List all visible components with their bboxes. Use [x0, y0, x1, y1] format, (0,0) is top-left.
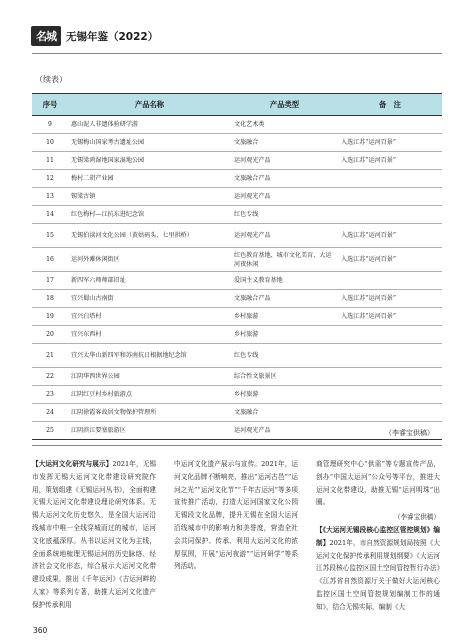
table-row	[32, 206, 442, 224]
table-header-row	[32, 94, 442, 116]
table-row	[32, 170, 442, 188]
col-header-type: 产品类型	[231, 94, 338, 116]
cell-note	[338, 326, 442, 344]
continued-label: （续表）	[35, 75, 67, 84]
cell-product-type: 文旅融合产品	[231, 170, 338, 188]
cell-no: 22	[32, 368, 68, 386]
table-row	[32, 272, 442, 290]
cell-product-type: 乡村旅游	[231, 308, 338, 326]
cell-product-name: 新四军六师师部旧址	[68, 272, 231, 290]
cell-note	[338, 206, 442, 224]
cell-product-type: 运河观光产品	[231, 188, 338, 206]
table-row	[32, 224, 442, 248]
col-header-name: 产品名称	[68, 94, 231, 116]
cell-product-name: 江阴红豆村乡村旅游点	[68, 386, 231, 404]
table-row	[32, 326, 442, 344]
cell-note: 入选江苏“运河百景”	[338, 152, 442, 170]
text-column-1	[32, 458, 156, 612]
article-source: （李睿宝供稿）	[393, 513, 440, 522]
cell-product-name: 梅村二胡产业园	[68, 170, 231, 188]
table-row	[32, 134, 442, 152]
article-headline: 【大运河文化研究与展示】	[32, 460, 113, 468]
cell-no: 14	[32, 206, 68, 224]
section-rule	[32, 445, 442, 446]
cell-product-name: 宜兴蜀山古南街	[68, 290, 231, 308]
cell-note	[338, 272, 442, 290]
cell-product-type: 文化艺术类	[231, 116, 338, 134]
cell-no: 24	[32, 404, 68, 422]
cell-product-type: 红色专线	[231, 206, 338, 224]
cell-note: 入选江苏“运河百景”	[338, 224, 442, 248]
cell-no: 20	[32, 326, 68, 344]
cell-product-type: 运河观光产品	[231, 224, 338, 248]
table-row	[32, 344, 442, 368]
table-row	[32, 248, 442, 272]
article-body: 2021年，市自然资源规划局按照《大运河文化保护传承利用规划纲要》《大运河江苏段核心监控区国土空间管控暂行办法》《江苏省自然资源厅关于做好大运河核心监控区国土空间管控规划编制工作的通知》，结合无锡实际，编制《大	[316, 538, 441, 611]
cell-note	[338, 386, 442, 404]
cell-no: 11	[32, 152, 68, 170]
cell-product-type: 文旅融合	[231, 404, 338, 422]
cell-note	[338, 344, 442, 368]
cell-note	[338, 116, 442, 134]
table-row	[32, 116, 442, 134]
cell-product-type: 爱国主义教育基地	[231, 272, 338, 290]
product-table	[32, 93, 442, 440]
cell-note	[338, 404, 442, 422]
article-body: 2021年，无锡市发挥无锡大运河文化带建设研究院作用，策划组建《无锡运河丛书》，全面构建无锡大运河文化带建设理论研究体系。无锡大运河文化历史悠久，是全国大运河沿线城市中唯一全线穿城而过的城市，运河文化底蕴深厚。丛书以运河文化为主线，全面系统地梳理无锡运河的历史脉络、经济社会文化形态，综合展示大运河文化带建设成果，推出《千年运河》《古运河畔的人家》等系列专著，助推大运河文化遗产保护传承利用	[32, 460, 157, 609]
cell-no: 16	[32, 248, 68, 272]
cell-product-name: 江阴华西世界公园	[68, 368, 231, 386]
cell-product-name: 宜兴东西村	[68, 326, 231, 344]
cell-product-type: 乡村旅游	[231, 386, 338, 404]
cell-note: 入选江苏“运河百景”	[338, 134, 442, 152]
cell-product-name: 宜兴太华山新四军和苏南抗日根据地纪念馆	[68, 344, 231, 368]
cell-product-name: 锡梁古镇	[68, 188, 231, 206]
cell-product-name: 宜兴白塔村	[68, 308, 231, 326]
cell-product-name: 无锡梅山国家考古遗址公园	[68, 134, 231, 152]
cell-product-name: 运河外滩休闲街区	[68, 248, 231, 272]
col-header-no: 序号	[32, 94, 68, 116]
header-rule	[32, 53, 442, 54]
article-body: 商管理研究中心“供需”等专题宣传产品，创办“中国大运河”公众号等平台，推进大运河文化带建设，助推无锡“运河明珠”出圈。	[316, 460, 440, 507]
article-body: 中运河文化遗产展示与宣传。2021年，运河文化品牌不断响亮，推出“运河古邑”“运河之光”“运河文化节”“千年古运河”等多项宣传推广活动，打造大运河国家文化公园无锡段文化品牌，提升无锡在全国大运河沿线城市中的影响力和美誉度，营造全社会共同保护、传承、利用大运河文化的浓厚氛围，开展“运河夜游”“运河研学”等系列活动。	[174, 460, 298, 571]
cell-product-type: 文旅融合	[231, 134, 338, 152]
cell-product-name: 江阴滨江要塞旅游区	[68, 422, 231, 440]
cell-product-type: 综合性文旅景区	[231, 368, 338, 386]
cell-no: 23	[32, 386, 68, 404]
table-row	[32, 290, 442, 308]
table-row	[32, 152, 442, 170]
page-number: 360	[33, 626, 48, 635]
cell-no: 12	[32, 170, 68, 188]
cell-note: 入选江苏“运河百景”	[338, 290, 442, 308]
cell-product-name: 无锡伯渎河文化公园（黄姑码头、七里拱桥）	[68, 224, 231, 248]
cell-note: 入选江苏“运河百景”	[338, 248, 442, 272]
cell-product-type: 红色教育基地、城市文化美育、大运河夜休闲	[231, 248, 338, 272]
cell-no: 25	[32, 422, 68, 440]
table-row	[32, 188, 442, 206]
book-title: 无锡年鉴（2022）	[66, 30, 159, 43]
cell-no: 18	[32, 290, 68, 308]
cell-product-type: 红色专线	[231, 344, 338, 368]
table-row	[32, 368, 442, 386]
cell-note: 入选江苏“运河百景”	[338, 308, 442, 326]
cell-no: 19	[32, 308, 68, 326]
cell-note	[338, 170, 442, 188]
article-headline: 【《大运河无锡段核心监控区管控规划》编制】	[316, 525, 440, 547]
cell-product-type: 乡村旅游	[231, 326, 338, 344]
cell-no: 10	[32, 134, 68, 152]
col-header-note: 备 注	[338, 94, 442, 116]
text-column-3	[316, 458, 440, 614]
cell-no: 9	[32, 116, 68, 134]
cell-product-name: 江阴徐霞客故居文物保护管理所	[68, 404, 231, 422]
cell-product-type: 运河观光产品	[231, 422, 338, 440]
cell-product-name: 红色梅村—江抗东进纪念馆	[68, 206, 231, 224]
table-row	[32, 404, 442, 422]
cell-product-type: 文旅融合产品	[231, 290, 338, 308]
table-row	[32, 422, 442, 440]
table-row	[32, 386, 442, 404]
table-source: （李睿宝供稿）	[385, 429, 434, 437]
cell-no: 17	[32, 272, 68, 290]
cell-note	[338, 188, 442, 206]
cell-product-name: 惠山泥人非遗体验研学游	[68, 116, 231, 134]
cell-note	[338, 368, 442, 386]
text-column-2	[174, 458, 298, 573]
cell-product-name: 无锡梁鸿湿地国家湿地公园	[68, 152, 231, 170]
cell-no: 21	[32, 344, 68, 368]
cell-no: 13	[32, 188, 68, 206]
yearbook-logo: 名城	[31, 26, 61, 46]
cell-product-type: 运河观光产品	[231, 152, 338, 170]
cell-no: 15	[32, 224, 68, 248]
page-header	[31, 25, 158, 47]
table-row	[32, 308, 442, 326]
